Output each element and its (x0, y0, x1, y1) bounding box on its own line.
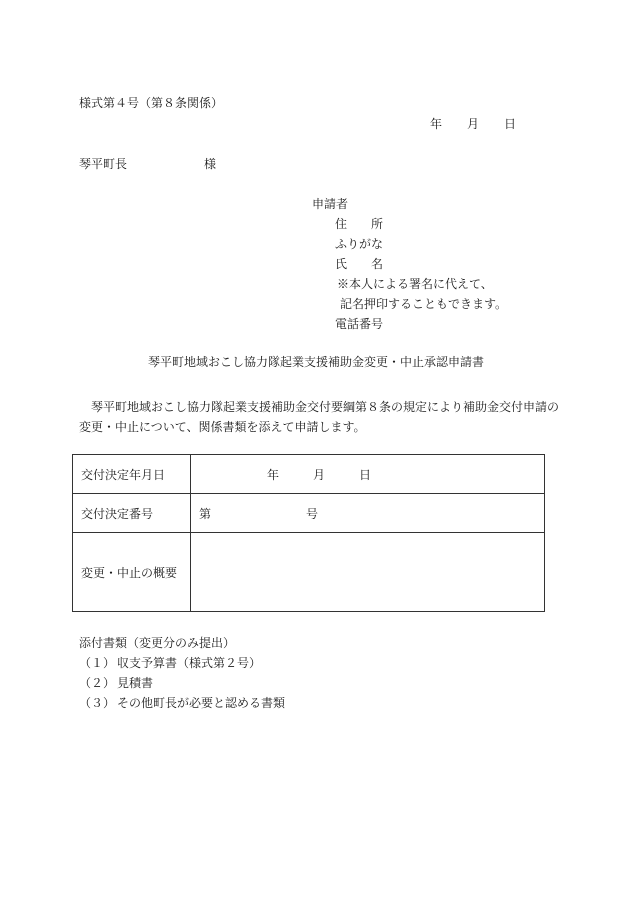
date-day-label: 日 (504, 117, 517, 131)
table-row (73, 533, 545, 612)
name-label: 氏 名 (335, 257, 384, 271)
submission-date (430, 118, 516, 130)
addressee (79, 158, 216, 170)
furigana-label: ふりがな (335, 237, 384, 251)
body-text (79, 397, 560, 437)
attachments-heading: 添付書類（変更分のみ提出） (79, 636, 236, 650)
field-year-label: 年 (267, 467, 280, 482)
field-day-label: 日 (359, 467, 372, 482)
grant-decision-date-field[interactable] (191, 455, 545, 494)
item-number: （２） (79, 676, 116, 690)
form-number: 様式第４号（第８条関係） (79, 96, 224, 110)
grant-info-table (72, 454, 545, 612)
item-number: （３） (79, 696, 116, 710)
list-item (79, 693, 285, 713)
list-item (79, 653, 285, 673)
date-month-label: 月 (467, 117, 480, 131)
applicant-heading: 申請者 (312, 197, 349, 211)
signature-note-line2: 記名押印することもできます。 (340, 297, 508, 311)
table-row (73, 494, 545, 533)
item-text: その他町長が必要と認める書類 (117, 696, 286, 710)
number-prefix: 第 (199, 506, 212, 521)
address-label: 住 所 (335, 217, 384, 231)
attachments-list (79, 633, 285, 713)
number-suffix: 号 (306, 506, 319, 521)
field-month-label: 月 (313, 467, 326, 482)
list-item (79, 673, 285, 693)
item-text: 見積書 (117, 676, 154, 690)
change-summary-field[interactable] (191, 533, 545, 612)
addressee-name: 琴平町長 (79, 157, 128, 171)
grant-decision-number-label: 交付決定番号 (73, 494, 191, 533)
grant-decision-date-label: 交付決定年月日 (73, 455, 191, 494)
addressee-honorific: 様 (204, 157, 217, 171)
body-line-1: 琴平町地域おこし協力隊起業支援補助金交付要綱第８条の規定により補助金交付申請の (91, 400, 560, 414)
document-title: 琴平町地域おこし協力隊起業支援補助金変更・中止承認申請書 (148, 355, 485, 369)
item-text: 収支予算書（様式第２号） (117, 656, 262, 670)
date-year-label: 年 (430, 117, 443, 131)
item-number: （１） (79, 656, 116, 670)
phone-label: 電話番号 (335, 317, 384, 331)
table-row (73, 455, 545, 494)
signature-note-line1: ※本人による署名に代えて、 (337, 277, 493, 291)
change-summary-label: 変更・中止の概要 (73, 533, 191, 612)
body-line-2: 変更・中止について、関係書類を添えて申請します。 (79, 420, 366, 434)
grant-decision-number-field[interactable] (191, 494, 545, 533)
